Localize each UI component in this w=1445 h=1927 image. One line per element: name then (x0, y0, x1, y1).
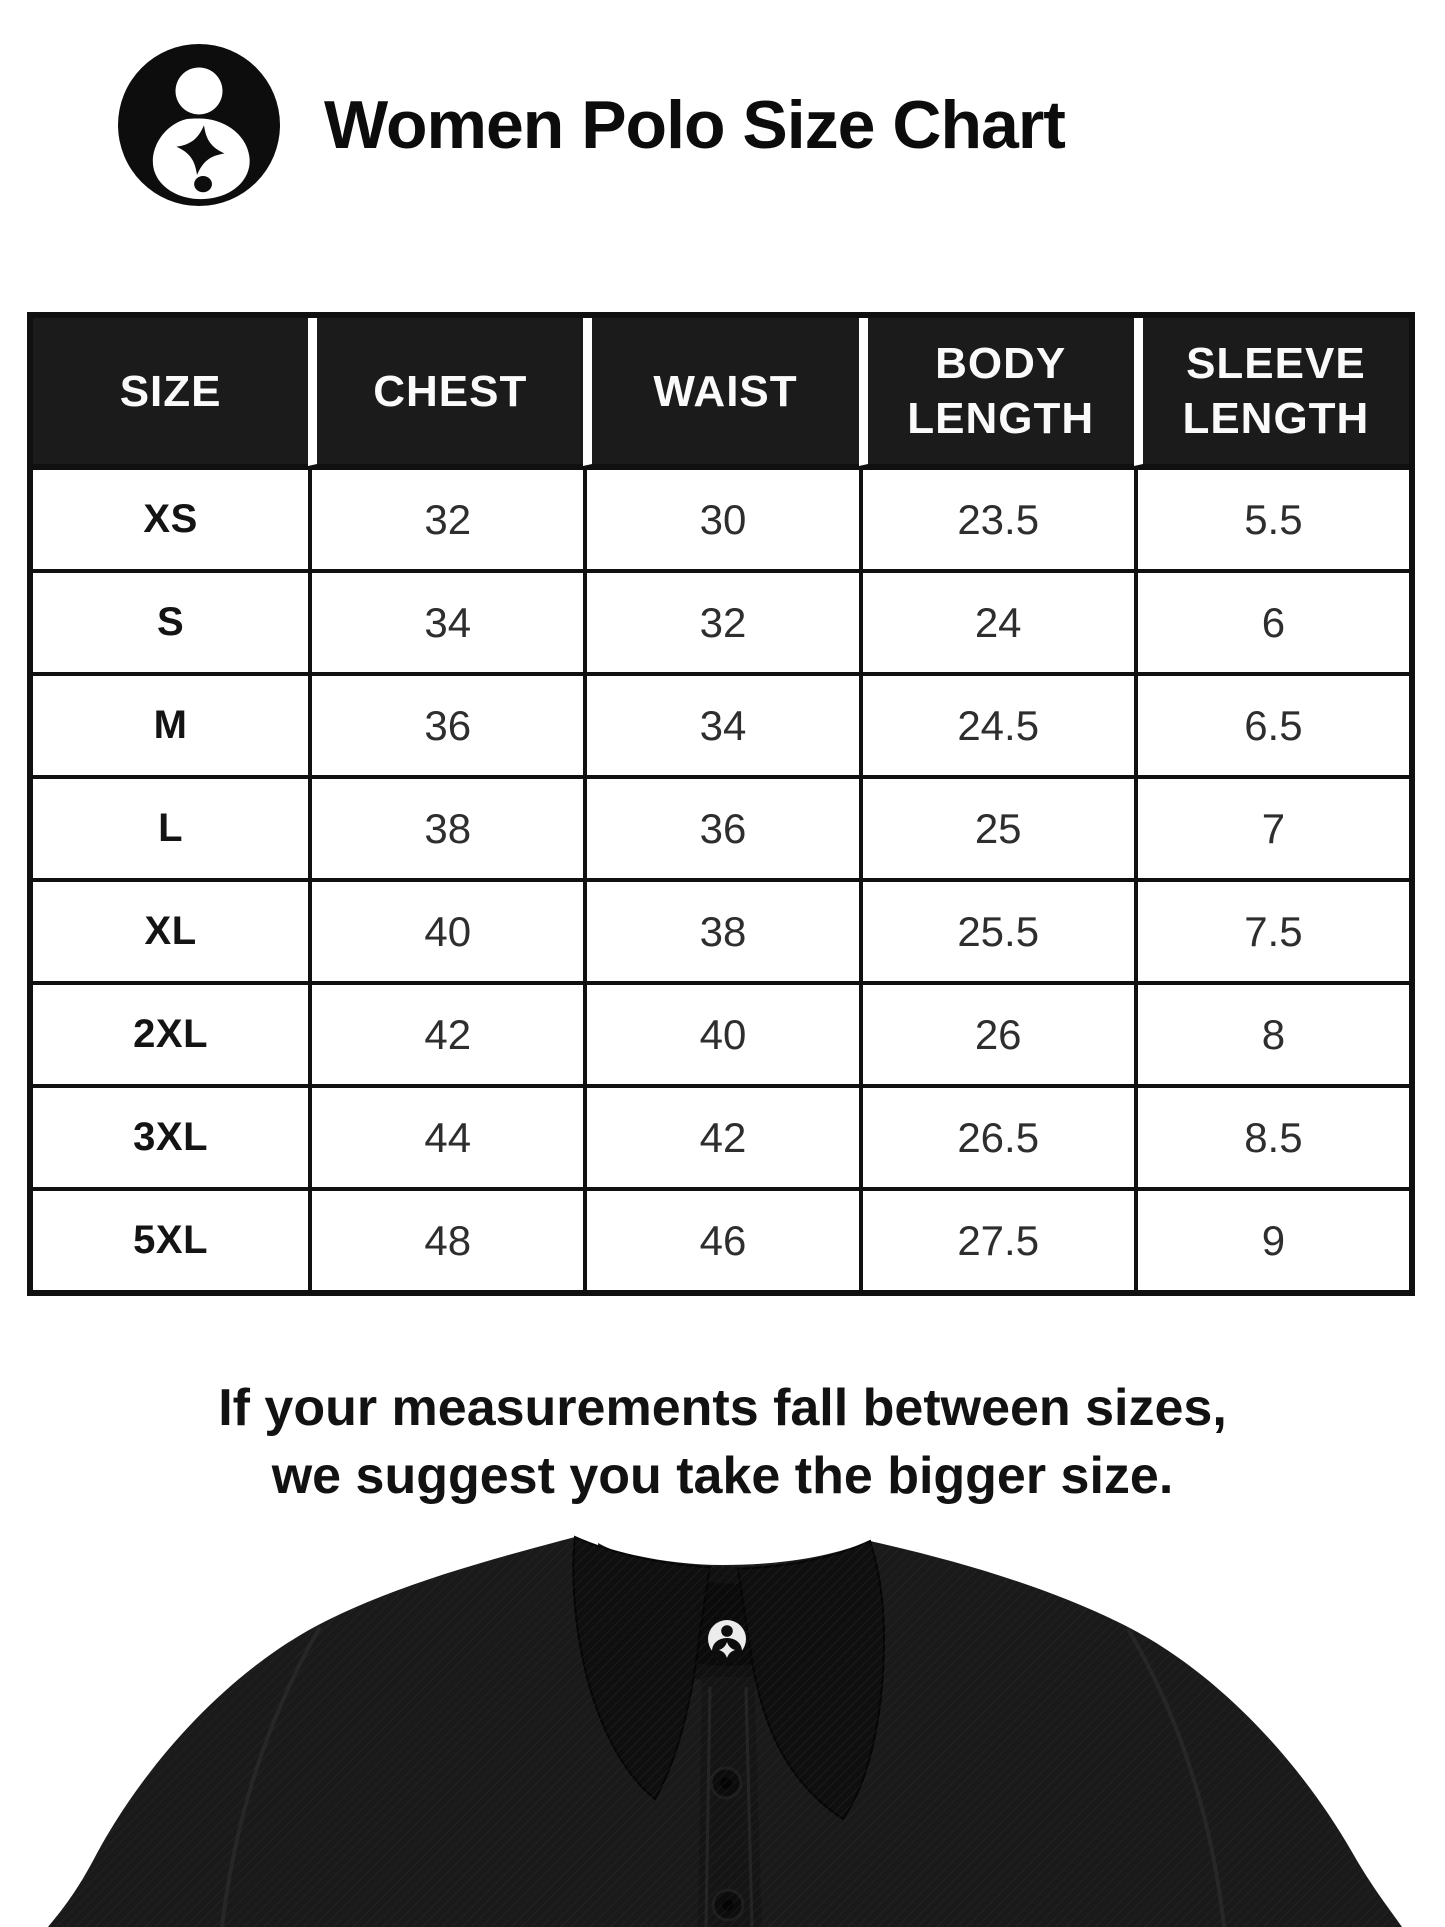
chest-cell: 32 (308, 466, 583, 569)
fit-note-line-2: we suggest you take the bigger size. (271, 1447, 1174, 1505)
body-length-cell: 24 (859, 569, 1134, 672)
fit-note-line-1: If your measurements fall between sizes, (218, 1379, 1227, 1437)
size-cell: 3XL (33, 1084, 308, 1187)
polo-shirt-image (0, 1527, 1445, 1927)
size-cell: S (33, 569, 308, 672)
body-length-cell: 25.5 (859, 878, 1134, 981)
body-length-cell: 26 (859, 981, 1134, 1084)
chest-cell: 44 (308, 1084, 583, 1187)
column-header-chest: CHEST (308, 318, 583, 466)
waist-cell: 34 (583, 672, 858, 775)
waist-cell: 40 (583, 981, 858, 1084)
size-chart-table (27, 312, 1415, 1296)
body-length-cell: 23.5 (859, 466, 1134, 569)
column-header-sleeve-length: SLEEVE LENGTH (1134, 318, 1409, 466)
body-length-cell: 25 (859, 775, 1134, 878)
sleeve-length-cell: 8 (1134, 981, 1409, 1084)
body-length-cell: 26.5 (859, 1084, 1134, 1187)
chest-cell: 40 (308, 878, 583, 981)
sleeve-length-cell: 8.5 (1134, 1084, 1409, 1187)
column-header-body-length: BODY LENGTH (859, 318, 1134, 466)
size-cell: XS (33, 466, 308, 569)
size-cell: M (33, 672, 308, 775)
fabric-texture (0, 1527, 1445, 1927)
chest-cell: 38 (308, 775, 583, 878)
body-length-cell: 24.5 (859, 672, 1134, 775)
chest-cell: 34 (308, 569, 583, 672)
waist-cell: 32 (583, 569, 858, 672)
collar-tag-person-star-logo-icon (708, 1620, 746, 1662)
waist-cell: 36 (583, 775, 858, 878)
body-length-cell: 27.5 (859, 1187, 1134, 1290)
sleeve-length-cell: 5.5 (1134, 466, 1409, 569)
size-cell: XL (33, 878, 308, 981)
sleeve-length-cell: 7 (1134, 775, 1409, 878)
size-cell: L (33, 775, 308, 878)
sleeve-length-cell: 7.5 (1134, 878, 1409, 981)
page-header (118, 44, 1065, 206)
chest-cell: 36 (308, 672, 583, 775)
column-header-waist: WAIST (583, 318, 858, 466)
chest-cell: 42 (308, 981, 583, 1084)
waist-cell: 46 (583, 1187, 858, 1290)
sleeve-length-cell: 6 (1134, 569, 1409, 672)
size-cell: 2XL (33, 981, 308, 1084)
chest-cell: 48 (308, 1187, 583, 1290)
fit-note (0, 1374, 1445, 1510)
waist-cell: 38 (583, 878, 858, 981)
sleeve-length-cell: 9 (1134, 1187, 1409, 1290)
sleeve-length-cell: 6.5 (1134, 672, 1409, 775)
waist-cell: 42 (583, 1084, 858, 1187)
waist-cell: 30 (583, 466, 858, 569)
brand-person-star-logo-icon (118, 44, 280, 206)
page-title: Women Polo Size Chart (324, 87, 1065, 163)
size-cell: 5XL (33, 1187, 308, 1290)
column-header-size: SIZE (33, 318, 308, 466)
